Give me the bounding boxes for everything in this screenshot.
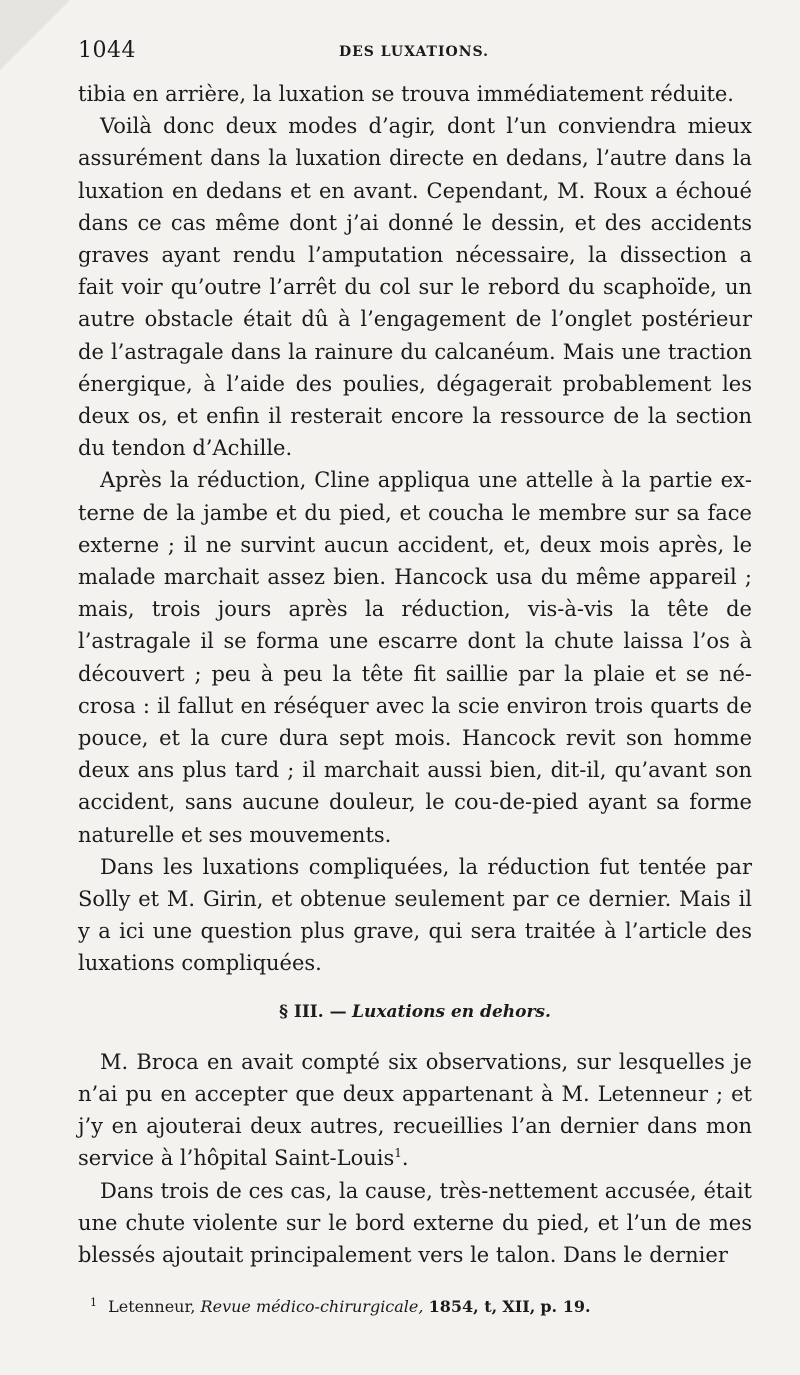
page-corner-fold (0, 0, 70, 70)
footnote-author: Letenneur, (108, 1297, 196, 1316)
page-number: 1044 (78, 38, 136, 63)
section-mark: § III. — (279, 1001, 347, 1022)
footnote-reference[interactable]: 1 (394, 1146, 402, 1161)
footnote-year: 1854, t, (428, 1297, 498, 1316)
section-title: Luxations en dehors. (352, 1001, 551, 1022)
page-header (78, 38, 750, 68)
paragraph-continuation: tibia en arrière, la luxation se trouva immédiatement réduite. (78, 82, 734, 106)
paragraph: Voilà donc deux modes d’agir, dont l’un conviendra mieux assurément dans la luxation directe en dedans, l’autre dans la luxation en dedans et en avant. Cependant, M. Roux a échoué dans ce cas même dont j’ai donné le dessin, et des accidents graves ayant rendu l’amputation nécessaire, la dissection a fait voir qu’outre l’arrêt du col sur le rebord du scaphoïde, un autre obstacle était dû à l’engagement de l’onglet postérieur de l’astragale dans la rainure du calcanéum. Mais une traction énergique, à l’aide des poulies, dégagerait probablement les deux os, et enfin il resterait encore la ressource de la section du tendon d’Achille. (78, 114, 752, 461)
paragraph: Dans trois de ces cas, la cause, très-nettement accusée, était une chute violente sur le bord externe du pied, et l’un de mes blessés ajoutait principalement vers le talon. Dans le dernier (78, 1178, 752, 1267)
paragraph: Après la réduction, Cline appliqua une attelle à la partie externe de la jambe et du pied, et coucha le membre sur sa face externe ; il ne survint aucun accident, et, deux mois après, le malade marchait assez bien. Hancock usa du même appareil ; mais, trois jours après la réduction, vis-à-vis la tête de l’astragale il se forma une escarre dont la chute laissa l’os à découvert ; peu à peu la tête fit saillie par la plaie et se nécrosa : il fallut en réséquer avec la scie environ trois quarts de pouce, et la cure dura sept mois. Hancock revit son homme deux ans plus tard ; il marchait aussi bien, dit-il, qu’avant son accident, sans aucune douleur, le cou-de-pied ayant sa forme naturelle et ses mouvements. (78, 468, 752, 847)
footnote (90, 1296, 750, 1318)
running-head: DES LUXATIONS. (339, 44, 489, 60)
footnote-number: 1 (90, 1295, 97, 1309)
footnote-page: p. 19. (540, 1297, 591, 1316)
paragraph: Dans les luxations compliquées, la réduction fut tentée par Solly et M. Girin, et obtenue seulement par ce dernier. Mais il y a ici une question plus grave, qui sera traitée à l’article des luxations compliquées. (78, 854, 752, 976)
paragraph: M. Broca en avait compté six observations, sur lesquelles je n’ai pu en accepter que deux appartenant à M. Letenneur ; et j’y en ajouterai deux autres, recueillies l’an dernier dans mon service à l’hôpital Saint-Louis$^1$. (78, 1049, 752, 1171)
footnote-journal: Revue médico-chirurgicale, (200, 1297, 424, 1316)
section-heading (78, 1000, 752, 1024)
footnote-volume: XII, (502, 1297, 536, 1316)
paragraph-text: M. Broca en avait compté six observations, sur lesquelles je n’ai pu en accepter que deux appartenant à M. Letenneur ; et j’y en ajouterai deux autres, recueillies l’an dernier dans mon service à l’hôpital Saint-Louis (78, 1049, 752, 1171)
body-text (78, 78, 752, 1271)
